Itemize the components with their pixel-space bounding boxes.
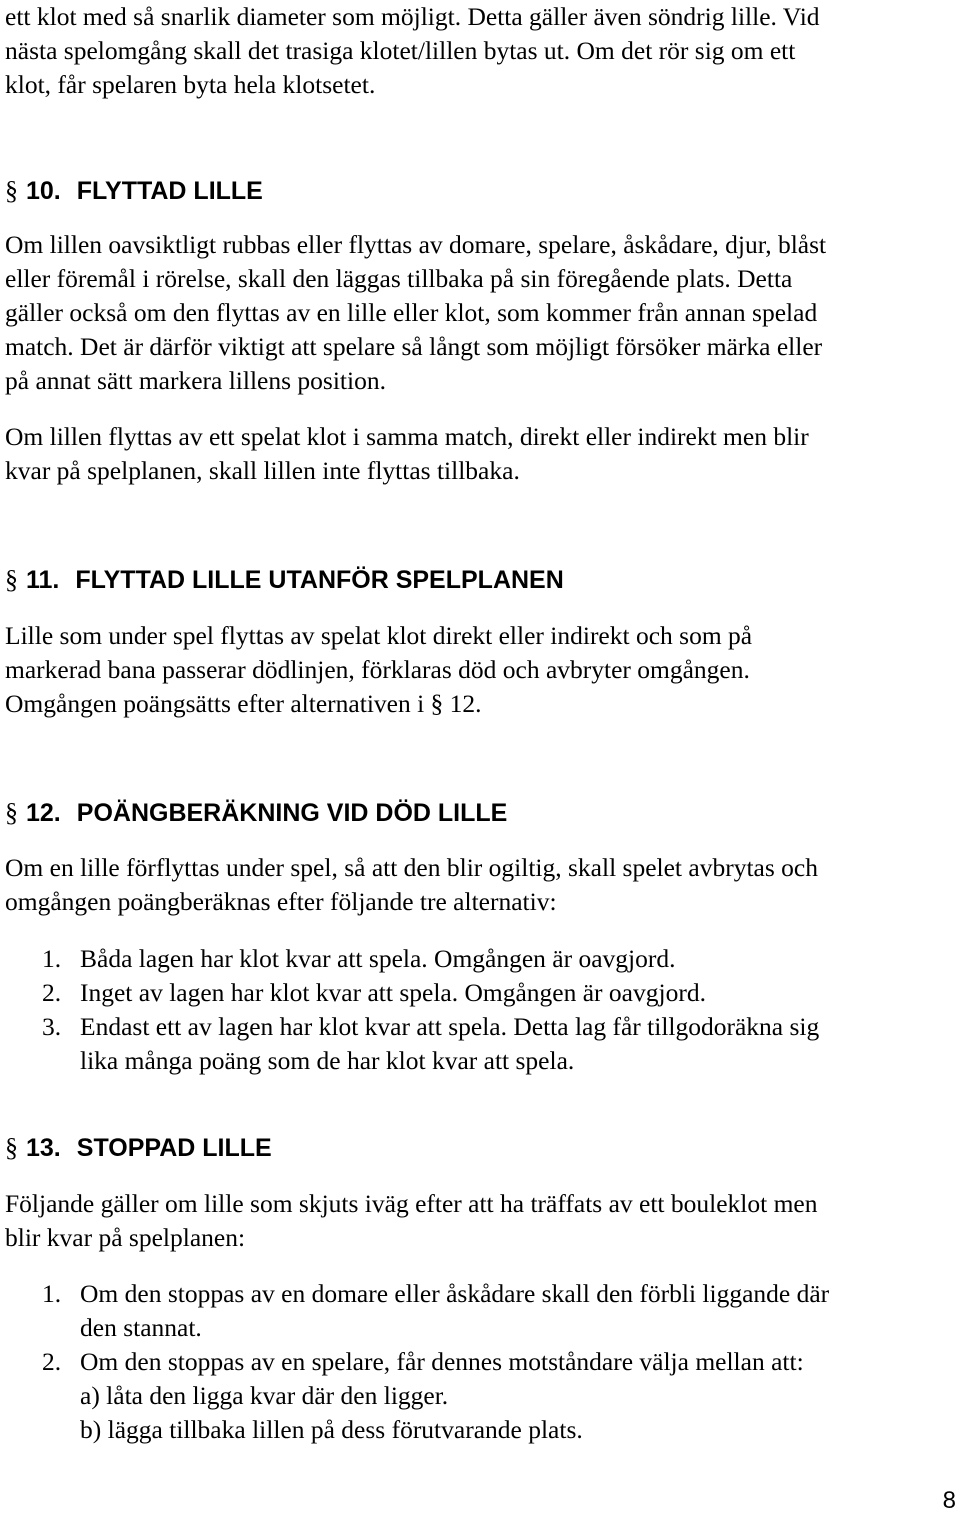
- list-item: [5, 942, 957, 976]
- text-line: Om den stoppas av en domare eller åskådare skall den förbli liggande där: [80, 1279, 830, 1308]
- list-marker: 2.: [42, 978, 62, 1007]
- text-line: b) lägga tillbaka lillen på dess förutvarande plats.: [80, 1415, 583, 1444]
- text-line: Om lillen flyttas av ett spelat klot i samma match, direkt eller indirekt men blir: [5, 422, 809, 451]
- text-line: klot, får spelaren byta hela klotsetet.: [5, 70, 376, 99]
- paragraph-symbol: §: [5, 176, 18, 205]
- text-line: Endast ett av lagen har klot kvar att spela. Detta lag får tillgodoräkna sig: [80, 1012, 820, 1041]
- section-number: 11.: [26, 566, 60, 594]
- section-11-paragraph-1: [5, 619, 957, 721]
- section-11-heading: [5, 563, 564, 597]
- section-number: 13.: [26, 1134, 61, 1162]
- list-item: [5, 976, 957, 1010]
- section-number: 10.: [26, 177, 61, 205]
- section-title: STOPPAD LILLE: [76, 1134, 272, 1162]
- paragraph-symbol: §: [5, 565, 18, 594]
- text-line: gäller också om den flyttas av en lille eller klot, som kommer från annan spelad: [5, 298, 818, 327]
- paragraph-symbol: §: [5, 1133, 18, 1162]
- text-line: a) låta den ligga kvar där den ligger.: [80, 1381, 449, 1410]
- text-line: Omgången poängsätts efter alternativen i § 12.: [5, 689, 482, 718]
- text-line: Om en lille förflyttas under spel, så att den blir ogiltig, skall spelet avbrytas och: [5, 853, 818, 882]
- text-line: Om den stoppas av en spelare, får dennes motståndare välja mellan att:: [80, 1347, 804, 1376]
- section-12-paragraph-1: [5, 851, 957, 919]
- list-marker: 1.: [42, 944, 62, 973]
- list-marker: 2.: [42, 1347, 62, 1376]
- section-10-paragraph-2: [5, 420, 957, 488]
- text-line: markerad bana passerar dödlinjen, förklaras död och avbryter omgången.: [5, 655, 750, 684]
- list-item: [5, 1345, 957, 1447]
- text-line: Lille som under spel flyttas av spelat klot direkt eller indirekt och som på: [5, 621, 753, 650]
- text-line: omgången poängberäknas efter följande tre alternativ:: [5, 887, 557, 916]
- section-13-list: [5, 1277, 957, 1447]
- text-line: match. Det är därför viktigt att spelare så långt som möjligt försöker märka eller: [5, 332, 823, 361]
- section-title: FLYTTAD LILLE: [76, 177, 263, 205]
- text-line: blir kvar på spelplanen:: [5, 1223, 246, 1252]
- section-10-paragraph-1: [5, 228, 957, 398]
- section-13-paragraph-1: [5, 1187, 957, 1255]
- paragraph-symbol: §: [5, 798, 18, 827]
- text-line: på annat sätt markera lillens position.: [5, 366, 386, 395]
- text-line: lika många poäng som de har klot kvar att spela.: [80, 1046, 575, 1075]
- text-line: kvar på spelplanen, skall lillen inte flyttas tillbaka.: [5, 456, 520, 485]
- section-13-heading: [5, 1131, 272, 1165]
- text-line: Följande gäller om lille som skjuts iväg efter att ha träffats av ett bouleklot men: [5, 1189, 818, 1218]
- text-line: eller föremål i rörelse, skall den läggas tillbaka på sin föregående plats. Detta: [5, 264, 793, 293]
- text-line: den stannat.: [80, 1313, 202, 1342]
- text-line: ett klot med så snarlik diameter som möjligt. Detta gäller även söndrig lille. Vid: [5, 2, 820, 31]
- text-line: Om lillen oavsiktligt rubbas eller flyttas av domare, spelare, åskådare, djur, blåst: [5, 230, 827, 259]
- list-marker: 1.: [42, 1279, 62, 1308]
- section-10-heading: [5, 174, 263, 208]
- intro-paragraph: [5, 0, 957, 102]
- list-item: [5, 1277, 957, 1345]
- section-title: POÄNGBERÄKNING VID DÖD LILLE: [76, 799, 508, 827]
- text-line: Inget av lagen har klot kvar att spela. Omgången är oavgjord.: [80, 978, 706, 1007]
- list-marker: 3.: [42, 1012, 62, 1041]
- section-number: 12.: [26, 799, 61, 827]
- section-12-list: [5, 942, 957, 1078]
- text-line: nästa spelomgång skall det trasiga klotet/lillen bytas ut. Om det rör sig om ett: [5, 36, 796, 65]
- list-item: [5, 1010, 957, 1078]
- text-line: Båda lagen har klot kvar att spela. Omgången är oavgjord.: [80, 944, 676, 973]
- page-number: 8: [942, 1487, 956, 1514]
- section-title: FLYTTAD LILLE UTANFÖR SPELPLANEN: [75, 566, 564, 594]
- section-12-heading: [5, 796, 507, 830]
